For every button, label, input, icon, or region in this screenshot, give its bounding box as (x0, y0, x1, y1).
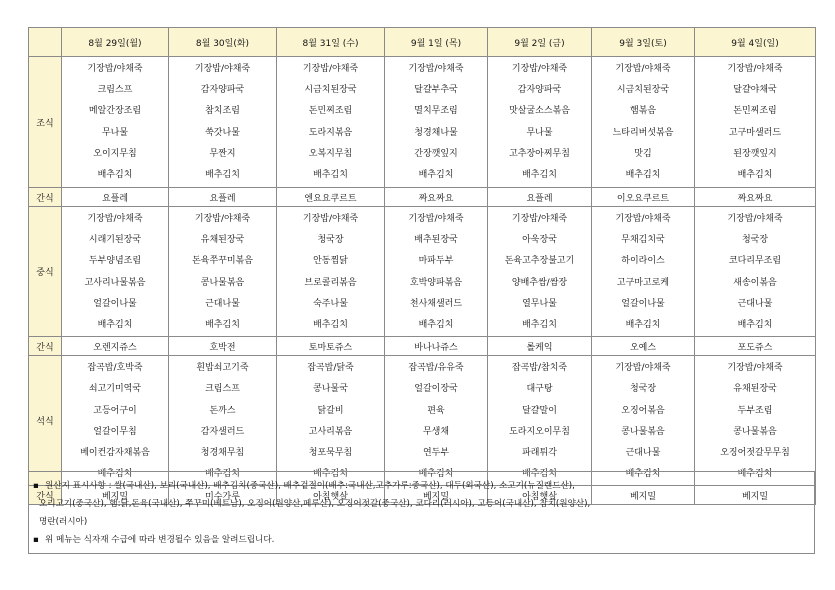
breakfast-day-cell (488, 57, 592, 188)
menu-item: 쇠고기미역국 (88, 384, 142, 395)
menu-item: 배추김치 (625, 469, 661, 480)
menu-item: 무나물 (101, 127, 129, 138)
menu-item: 잡곡밥/호박죽 (87, 363, 143, 374)
snack-item: 요플레 (62, 188, 169, 207)
menu-item: 오징어볶음 (621, 405, 665, 416)
dinner-row (29, 356, 816, 486)
menu-item: 크림스프 (97, 85, 133, 96)
menu-item: 기장밥/야채죽 (615, 214, 671, 224)
menu-item: 기장밥/야채죽 (511, 64, 568, 74)
day-header: 9월 2일 (금) (488, 28, 592, 57)
menu-item: 고사리볶음 (308, 426, 353, 437)
menu-item: 배추김치 (737, 319, 773, 330)
menu-item: 배추김치 (205, 469, 240, 480)
breakfast-day-cell (385, 57, 488, 188)
menu-item: 콩나물볶음 (733, 426, 777, 437)
menu-item: 배추된장국 (414, 235, 458, 246)
menu-item: 배추김치 (97, 469, 133, 480)
menu-item: 시금치된장국 (616, 85, 670, 96)
menu-item: 기장밥/야채죽 (302, 64, 359, 74)
menu-item: 베이컨감자채볶음 (80, 447, 150, 458)
snack-item: 짜요짜요 (695, 188, 816, 207)
menu-item: 기장밥/야채죽 (408, 64, 464, 74)
corner-cell (29, 28, 62, 57)
breakfast-day-cell (277, 57, 385, 188)
menu-item: 기장밥/야채죽 (302, 214, 359, 224)
menu-item: 돈까스 (209, 405, 236, 416)
snack-item: 베지밀 (385, 486, 488, 505)
dinner-day-cell (385, 356, 488, 486)
menu-item: 배추김치 (522, 319, 557, 330)
menu-item: 기장밥/야채죽 (615, 363, 671, 374)
menu-item: 맛살굴소스볶음 (509, 106, 570, 117)
menu-item: 잡곡밥/유유죽 (408, 363, 464, 374)
dinner-day-cell (488, 356, 592, 486)
menu-item: 무나물 (526, 127, 553, 138)
menu-item: 기장밥/야채죽 (727, 363, 783, 374)
menu-item: 콩나물볶음 (200, 277, 245, 288)
menu-item: 얼갈이장국 (414, 384, 458, 395)
menu-item: 멸치무조림 (414, 106, 458, 117)
menu-item: 청포묵무침 (308, 447, 353, 458)
snack-item: 토마토쥬스 (277, 337, 385, 356)
menu-item: 도라지볶음 (308, 127, 353, 138)
snack-item: 베지밀 (695, 486, 816, 505)
menu-item: 콩나물국 (313, 384, 348, 395)
menu-item: 근대나물 (737, 298, 773, 309)
lunch-day-cell (488, 207, 592, 337)
menu-item: 감자샐러드 (200, 426, 245, 437)
menu-item: 편육 (427, 405, 445, 416)
dinner-day-cell (695, 356, 816, 486)
menu-item: 두부조림 (737, 405, 773, 416)
snack-item: 바나나쥬스 (385, 337, 488, 356)
menu-item: 기장밥/야채죽 (727, 214, 783, 224)
menu-item: 고구마고로케 (616, 277, 670, 288)
menu-item: 배추김치 (97, 319, 133, 330)
menu-item: 무채김치국 (621, 235, 665, 246)
menu-item: 쑥갓나물 (205, 127, 240, 138)
menu-item: 배추김치 (737, 169, 773, 180)
snack-item: 이오요쿠르트 (592, 188, 695, 207)
snack-item: 짜요짜요 (385, 188, 488, 207)
menu-item: 배추김치 (625, 169, 661, 180)
menu-item: 기장밥/야채죽 (194, 214, 251, 224)
day-header: 9월 1일 (목) (385, 28, 488, 57)
menu-item: 파래튀각 (522, 447, 557, 458)
menu-item: 크림스프 (205, 384, 240, 395)
lunch-day-cell (385, 207, 488, 337)
menu-item: 메알간장조림 (88, 106, 142, 117)
menu-item: 코다리무조림 (728, 256, 782, 267)
menu-item: 근대나물 (625, 447, 661, 458)
snack-label: 간식 (29, 486, 62, 505)
menu-item: 오이지무침 (93, 148, 137, 159)
menu-item: 새송이볶음 (733, 277, 777, 288)
menu-item: 돈육고추장불고기 (504, 256, 575, 267)
snack-item: 미수가루 (169, 486, 277, 505)
note-origin (33, 477, 808, 495)
lunch-label: 중식 (29, 207, 62, 337)
menu-item: 흰밥쇠고기죽 (196, 363, 249, 374)
menu-item: 마파두부 (418, 256, 454, 267)
menu-item: 아욱장국 (522, 235, 557, 246)
day-header: 9월 4일(일) (695, 28, 816, 57)
breakfast-day-cell (169, 57, 277, 188)
menu-item: 달걀야채국 (733, 85, 777, 96)
menu-item: 감자양파국 (517, 85, 562, 96)
menu-item: 잡곡밥/닭죽 (307, 363, 354, 374)
menu-item: 배추김치 (418, 319, 454, 330)
menu-item: 배추김치 (313, 169, 348, 180)
snack-item: 베지밀 (592, 486, 695, 505)
dinner-label: 석식 (29, 356, 62, 486)
menu-item: 배추김치 (205, 319, 240, 330)
menu-item: 청국장 (629, 384, 657, 395)
day-header: 9월 3일(토) (592, 28, 695, 57)
breakfast-label: 조식 (29, 57, 62, 188)
day-header: 8월 31일 (수) (277, 28, 385, 57)
menu-item: 숙주나물 (313, 298, 348, 309)
menu-item: 간장깻잎지 (414, 148, 458, 159)
notes-box (28, 471, 815, 554)
menu-item: 연두부 (422, 447, 450, 458)
menu-item: 콩나물볶음 (621, 426, 665, 437)
menu-item: 잡곡밥/참치죽 (511, 363, 568, 374)
lunch-row (29, 207, 816, 337)
snack-item: 아침햇살 (488, 486, 592, 505)
menu-item: 기장밥/야채죽 (87, 214, 143, 224)
menu-item: 고추장아찌무침 (509, 148, 570, 159)
bullet-icon: ▪ (33, 535, 39, 545)
snack-item: 엔요요쿠르트 (277, 188, 385, 207)
menu-item: 청국장 (317, 235, 344, 246)
menu-item: 두부양념조림 (88, 256, 142, 267)
menu-item: 안동찜닭 (313, 256, 348, 267)
menu-item: 배추김치 (625, 319, 661, 330)
snack-item: 베지밀 (62, 486, 169, 505)
dinner-day-cell (592, 356, 695, 486)
menu-item: 도라지오이무침 (509, 426, 570, 437)
note-text: 원산지 표시사항 : 쌀(국내산), 보리(국내산), 배추김치(중국산), 배추겉절이(배추:국내산,고추가루:중국산), 대두(외국산), 소고기(뉴질랜드산), (45, 481, 575, 491)
menu-item: 참치조림 (205, 106, 240, 117)
menu-item: 배추김치 (205, 169, 240, 180)
menu-item: 기장밥/야채죽 (408, 214, 464, 224)
menu-item: 얼갈이나물 (93, 298, 137, 309)
menu-item: 유채된장국 (733, 384, 777, 395)
menu-item: 고구마샐러드 (728, 127, 782, 138)
menu-item: 청경채무침 (200, 447, 245, 458)
note-text: 오리고기(중국산), 햄:닭,돈육(국내산), 쭈꾸미(베트남), 오징어(원양산,페루산), 오징어젓갈(중국산), 코다리(러시아), 고등어(국내산), 참치(원양산), (39, 499, 591, 509)
menu-item: 배추김치 (418, 169, 454, 180)
menu-item: 배추김치 (97, 169, 133, 180)
menu-item: 달걀부추국 (414, 85, 458, 96)
day-header: 8월 30일(화) (169, 28, 277, 57)
lunch-day-cell (62, 207, 169, 337)
menu-item: 고등어구이 (93, 405, 137, 416)
note-origin-continued (33, 513, 808, 531)
menu-item: 돈민찌조림 (733, 106, 777, 117)
menu-item: 기장밥/야채죽 (87, 64, 143, 74)
menu-item: 얼갈이무침 (93, 426, 137, 437)
menu-item: 무짠지 (209, 148, 236, 159)
menu-item: 청경채나물 (414, 127, 458, 138)
menu-item: 오복지무침 (308, 148, 353, 159)
dinner-day-cell (169, 356, 277, 486)
menu-item: 근대나물 (205, 298, 240, 309)
menu-item: 얼갈이나물 (621, 298, 665, 309)
menu-item: 돈육쭈꾸미볶음 (192, 256, 253, 267)
menu-item: 배추김치 (522, 469, 557, 480)
snack-item: 요플레 (169, 188, 277, 207)
snack-item: 오예스 (592, 337, 695, 356)
snack-row (29, 337, 816, 356)
note-change-notice (33, 531, 808, 549)
menu-item: 무생채 (422, 426, 450, 437)
menu-item: 시금치된장국 (304, 85, 357, 96)
menu-item: 기장밥/야채죽 (511, 214, 568, 224)
menu-item: 배추김치 (313, 469, 348, 480)
lunch-day-cell (592, 207, 695, 337)
menu-item: 느타리버섯볶음 (612, 127, 674, 138)
menu-item: 기장밥/야채죽 (615, 64, 671, 74)
lunch-day-cell (277, 207, 385, 337)
snack-label: 간식 (29, 337, 62, 356)
menu-item: 천사채샐러드 (409, 298, 463, 309)
menu-item: 브로콜리볶음 (304, 277, 357, 288)
snack-item: 오렌지쥬스 (62, 337, 169, 356)
menu-item: 양배추쌈/쌈장 (511, 277, 568, 288)
breakfast-day-cell (62, 57, 169, 188)
menu-item: 배추김치 (418, 469, 454, 480)
menu-item: 호박양파볶음 (409, 277, 463, 288)
menu-item: 청국장 (741, 235, 769, 246)
menu-item: 시래기된장국 (88, 235, 142, 246)
menu-item: 배추김치 (313, 319, 348, 330)
menu-item: 배추김치 (737, 469, 773, 480)
breakfast-day-cell (695, 57, 816, 188)
menu-item: 닭갈비 (317, 405, 344, 416)
lunch-day-cell (169, 207, 277, 337)
snack-row (29, 188, 816, 207)
menu-item: 배추김치 (522, 169, 557, 180)
snack-item: 아침햇살 (277, 486, 385, 505)
snack-label: 간식 (29, 188, 62, 207)
menu-item: 달걀말이 (522, 405, 557, 416)
menu-item: 감자양파국 (200, 85, 245, 96)
menu-item: 하이라이스 (621, 256, 665, 267)
menu-item: 오징어젓갈무무침 (720, 447, 790, 458)
snack-item: 요플레 (488, 188, 592, 207)
menu-item: 돈민찌조림 (308, 106, 353, 117)
note-text: 명란(러시아) (39, 517, 88, 527)
menu-item: 열무나물 (522, 298, 557, 309)
dinner-day-cell (62, 356, 169, 486)
weekly-menu-table (28, 27, 816, 505)
note-text: 위 메뉴는 식자재 수급에 따라 변경될수 있음을 알려드립니다. (45, 535, 275, 545)
menu-item: 맛김 (634, 148, 652, 159)
note-origin-continued (33, 495, 808, 513)
snack-item: 롤케익 (488, 337, 592, 356)
lunch-day-cell (695, 207, 816, 337)
breakfast-day-cell (592, 57, 695, 188)
menu-item: 햄볶음 (629, 106, 657, 117)
snack-item: 포도쥬스 (695, 337, 816, 356)
menu-item: 고사리나물볶음 (84, 277, 146, 288)
day-header: 8월 29일(월) (62, 28, 169, 57)
breakfast-row (29, 57, 816, 188)
dinner-day-cell (277, 356, 385, 486)
bullet-icon: ▪ (33, 481, 39, 491)
menu-item: 기장밥/야채죽 (194, 64, 251, 74)
menu-item: 기장밥/야채죽 (727, 64, 783, 74)
menu-item: 대구탕 (526, 384, 553, 395)
menu-item: 유채된장국 (200, 235, 245, 246)
header-row (29, 28, 816, 57)
menu-item: 된장깻잎지 (733, 148, 777, 159)
snack-item: 호박전 (169, 337, 277, 356)
